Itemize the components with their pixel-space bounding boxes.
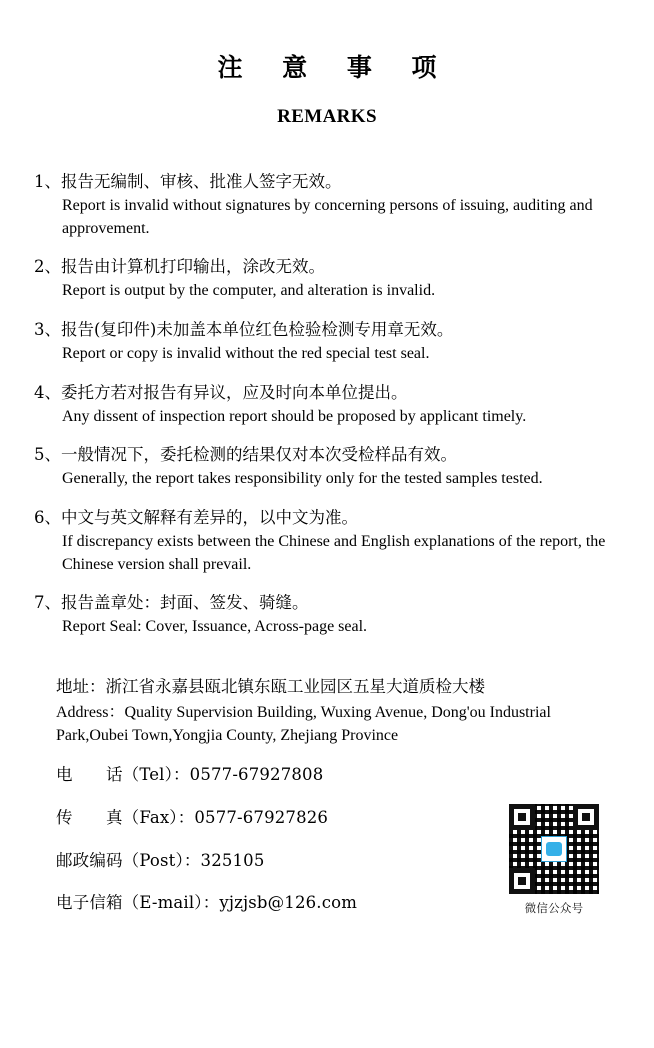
page-title-cn: 注 意 事 项 (217, 53, 453, 82)
remark-text-en: If discrepancy exists between the Chinese and English explanations of the report, the Chinese version shall prevail. (62, 532, 606, 573)
remark-text-en: Report is output by the computer, and alteration is invalid. (62, 282, 436, 300)
list-item (34, 381, 626, 429)
remark-text-en: Report Seal: Cover, Issuance, Across-page seal. (62, 618, 368, 636)
remark-text-en: Report is invalid without signatures by concerning persons of issuing, auditing and approvement. (62, 196, 593, 237)
remark-text-cn: 2、报告由计算机打印输出，涂改无效。 (34, 257, 325, 277)
remarks-list (28, 170, 626, 639)
remark-text-cn: 5、一般情况下，委托检测的结果仅对本次受检样品有效。 (34, 445, 457, 465)
list-item (34, 170, 626, 240)
remark-text-cn: 3、报告(复印件)未加盖本单位红色检验检测专用章无效。 (34, 320, 454, 339)
qr-finder-icon (573, 804, 599, 830)
wechat-logo-icon (546, 842, 562, 856)
contact-details (56, 763, 456, 916)
qr-code-icon (509, 804, 599, 894)
qr-finder-icon (509, 868, 535, 894)
list-item (34, 506, 626, 576)
contact-email: 电子信箱（E-mail）：yjzjsb@126.com (56, 893, 358, 913)
remark-text-en: Report or copy is invalid without the red special test seal. (62, 344, 430, 362)
qr-caption: 微信公众号 (524, 901, 584, 915)
list-item (34, 318, 626, 366)
address-cn: 地址：浙江省永嘉县瓯北镇东瓯工业园区五星大道质检大楼 (56, 676, 485, 696)
list-item (34, 591, 626, 639)
qr-finder-icon (509, 804, 535, 830)
contact-postcode: 邮政编码（Post）：325105 (56, 850, 265, 870)
wechat-qr-block (506, 804, 602, 916)
remark-text-cn: 7、报告盖章处：封面、签发、骑缝。 (34, 593, 309, 613)
contact-fax: 传 真（Fax）：0577-67927826 (56, 807, 329, 827)
remarks-page (0, 48, 654, 1048)
remark-text-en: Generally, the report takes responsibility only for the tested samples tested. (62, 470, 543, 488)
address-en: Address：Quality Supervision Building, Wuxing Avenue, Dong'ou Industrial Park,Oubei Town,Yongjia County, Zhejiang Province (56, 703, 551, 744)
contact-tel: 电 话（Tel）：0577-67927808 (56, 765, 324, 785)
list-item (34, 255, 626, 303)
remark-text-en: Any dissent of inspection report should be proposed by applicant timely. (62, 407, 527, 425)
remark-text-cn: 1、报告无编制、审核、批准人签字无效。 (34, 172, 342, 191)
list-item (34, 443, 626, 491)
remark-text-cn: 4、委托方若对报告有异议，应及时向本单位提出。 (34, 382, 408, 402)
remark-text-cn: 6、中文与英文解释有差异的，以中文为准。 (34, 507, 358, 527)
page-title-en: REMARKS (277, 106, 377, 127)
